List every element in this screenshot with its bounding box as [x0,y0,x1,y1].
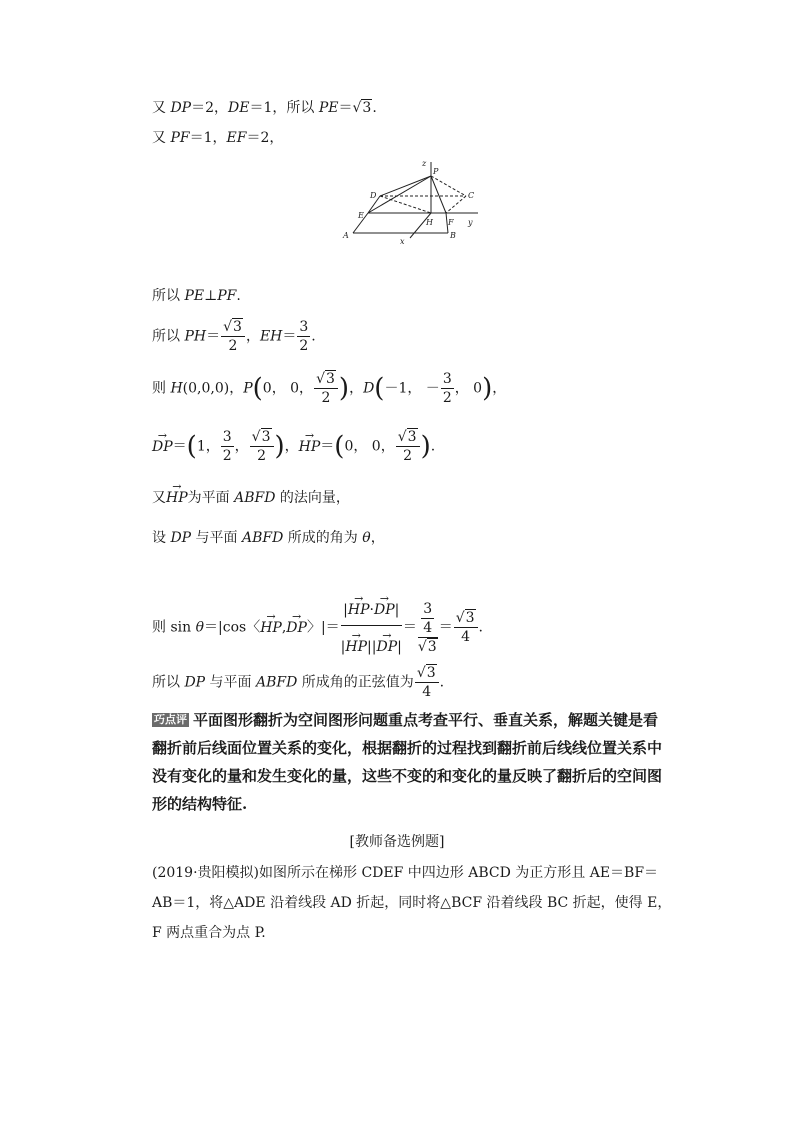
numerator: √3 [221,318,245,337]
numerator: √3 [314,370,338,389]
var: ABFD [242,530,284,546]
numerator: 3 [423,600,433,617]
text: . [236,288,241,304]
denominator: 2 [299,338,309,354]
text: ＝ [206,328,221,345]
label-C: C [468,191,475,200]
radicand: 3 [427,638,437,655]
var: DP [184,674,206,691]
radicand: 3 [325,371,335,387]
text: －1， － [384,380,440,397]
var: H [170,380,183,397]
text: 与平面 [205,674,257,691]
text: . [430,438,436,455]
fraction [441,370,454,407]
var: ABFD [256,674,298,691]
fraction [221,428,234,465]
paren-open: ( [334,431,345,462]
line-4 [152,318,316,355]
text: ＝ [338,100,353,116]
text: ⊥ [204,288,218,304]
denominator: 4 [461,629,471,645]
line-5 [152,370,506,407]
fraction [314,370,338,407]
line-3 [152,286,241,306]
vector: → HP [166,488,188,508]
label-y: y [468,218,473,227]
numerator: 3 [442,371,452,387]
vector: → HP [348,595,370,625]
denominator: 4 [422,684,432,700]
numerator: √3 [250,428,274,447]
paren-open: ( [252,373,263,404]
var: EH [259,328,283,345]
edge-DP [380,176,431,196]
edge-PF [431,176,446,213]
text: 又 [152,100,171,116]
text: 所成角的正弦值为 [297,674,414,691]
denominator: 2 [403,448,413,464]
section-title: [教师备选例题] [349,834,445,850]
text: . [478,619,483,636]
fraction [396,428,420,465]
denominator: 2 [321,390,331,406]
text: . [372,100,377,116]
edge-EP [368,176,431,213]
text: ＝ [172,438,187,455]
text: 0， 0， [344,438,395,455]
vector: → HP [260,618,282,638]
label-A: A [343,231,349,240]
text: ， [370,530,385,546]
label-z: z [422,159,427,168]
example-paragraph: (2019·贵阳模拟)如图所示在梯形 CDEF 中四边形 ABCD 为正方形且 AE＝BF＝AB＝1，将△ADE 沿着线段 AD 折起，同时将△BCF 沿着线段 BC 折起，使得 E，F 两点重合为点 P. [152,865,672,941]
text: 又 [152,130,171,146]
fraction [250,428,274,465]
radicand: 3 [426,665,436,681]
text: . [311,328,316,345]
fraction [421,600,434,637]
line-1 [152,98,377,118]
var: PF [170,130,190,146]
text: 则 sin [152,619,196,636]
text: ＝2， [191,100,229,116]
fraction [297,318,310,355]
var: D [363,380,375,397]
text: 又 [152,490,166,506]
text: ， [349,380,364,397]
denominator: 2 [442,390,452,406]
var: P [243,380,253,397]
label-B: B [450,231,456,240]
text: ， [234,438,249,455]
radicand: 3 [465,610,475,626]
var: PH [184,328,207,345]
text: ＝ [282,328,297,345]
var: PE [318,100,339,116]
vector: → DP [286,618,307,638]
review-paragraph [152,706,672,818]
label-E: E [358,211,364,220]
var: PE [184,288,205,304]
line-9 [152,593,483,662]
paren-close: ) [420,431,431,462]
vector: → HP [299,437,321,457]
fraction [415,664,439,701]
edge-DH [380,196,431,213]
denominator: |→ HP||→ DP| [341,626,402,662]
text: ＝|cos〈 [204,619,261,636]
var: EF [226,130,247,146]
paren-open: ( [186,431,197,462]
var: DP [170,100,192,116]
numerator: √3 [396,428,420,447]
numerator: √3 [454,609,478,628]
vector: → DP [376,632,397,662]
text: ， [492,380,507,397]
text: ， 0 [454,380,483,397]
vector: → HP [345,632,367,662]
text: (0,0,0)， [182,380,244,397]
denominator: 2 [257,448,267,464]
text: 所以 [152,288,185,304]
radicand: 3 [261,429,271,445]
text: 1， [196,438,220,455]
label-F: F [448,218,454,227]
numerator: |→ HP·→ DP| [341,589,402,626]
numerator [418,600,438,638]
label-x: x [400,237,405,246]
text: 设 [152,530,171,546]
label-D: D [370,191,377,200]
paren-open: ( [374,373,385,404]
label-P: P [433,167,439,176]
text: 则 [152,380,171,397]
var: DE [228,100,250,116]
text: ＝1，所以 [249,100,319,116]
line-7 [152,488,350,508]
text: 〉|＝ [306,619,340,636]
vector: → DP [152,437,173,457]
var: θ [362,530,371,546]
text: 所成的角为 [283,530,363,546]
line-6 [152,428,435,465]
fraction [341,589,402,662]
denominator: 4 [423,619,433,636]
text: ＝ [438,619,453,636]
numerator: 3 [222,429,232,445]
text: 为平面 [187,490,235,506]
text: ， [245,328,260,345]
radicand: 3 [362,100,372,116]
review-text: 平面图形翻折为空间图形问题重点考查平行、垂直关系，解题关键是看翻折前后线面位置关系的变化，根据翻折的过程找到翻折前后线线位置关系中没有变化的量和发生变化的量，这些不变的和变化的量反映了翻折后的空间图形的结构特征. [152,711,663,813]
denominator: 2 [228,338,238,354]
label-H: H [426,218,433,227]
text: ＝ [320,438,335,455]
text: , [281,619,287,636]
var: ABFD [234,490,276,506]
edge-PC [431,176,466,196]
var: DP [170,530,192,546]
line-8 [152,528,385,548]
numerator: 3 [299,319,309,335]
text: 与平面 [191,530,243,546]
denominator: 2 [222,448,232,464]
numerator: √3 [415,664,439,683]
var: θ [195,619,205,636]
fraction [418,600,438,656]
text: ＝1， [189,130,227,146]
text: ＝2， [246,130,284,146]
text: 的法向量， [275,490,350,506]
fraction [221,318,245,355]
line-2 [152,128,283,148]
radicand: 3 [407,429,417,445]
vector: → DP [374,595,395,625]
denominator: √3 [417,638,437,655]
edge-CF [446,196,466,213]
line-10 [152,664,444,701]
text: 所以 [152,674,185,691]
text: 所以 [152,328,185,345]
text: 0， 0， [262,380,314,397]
paren-close: ) [338,373,350,404]
text: . [439,674,445,691]
text: ＝ [402,619,417,636]
fraction [454,609,478,646]
var: PF [217,288,237,304]
geometry-figure [338,158,488,248]
paren-close: ) [274,431,285,462]
radicand: 3 [233,319,242,335]
paren-close: ) [482,373,493,404]
sqrt: √3 [352,100,372,116]
review-badge: 巧点评 [154,713,187,726]
text: ， [284,438,299,455]
